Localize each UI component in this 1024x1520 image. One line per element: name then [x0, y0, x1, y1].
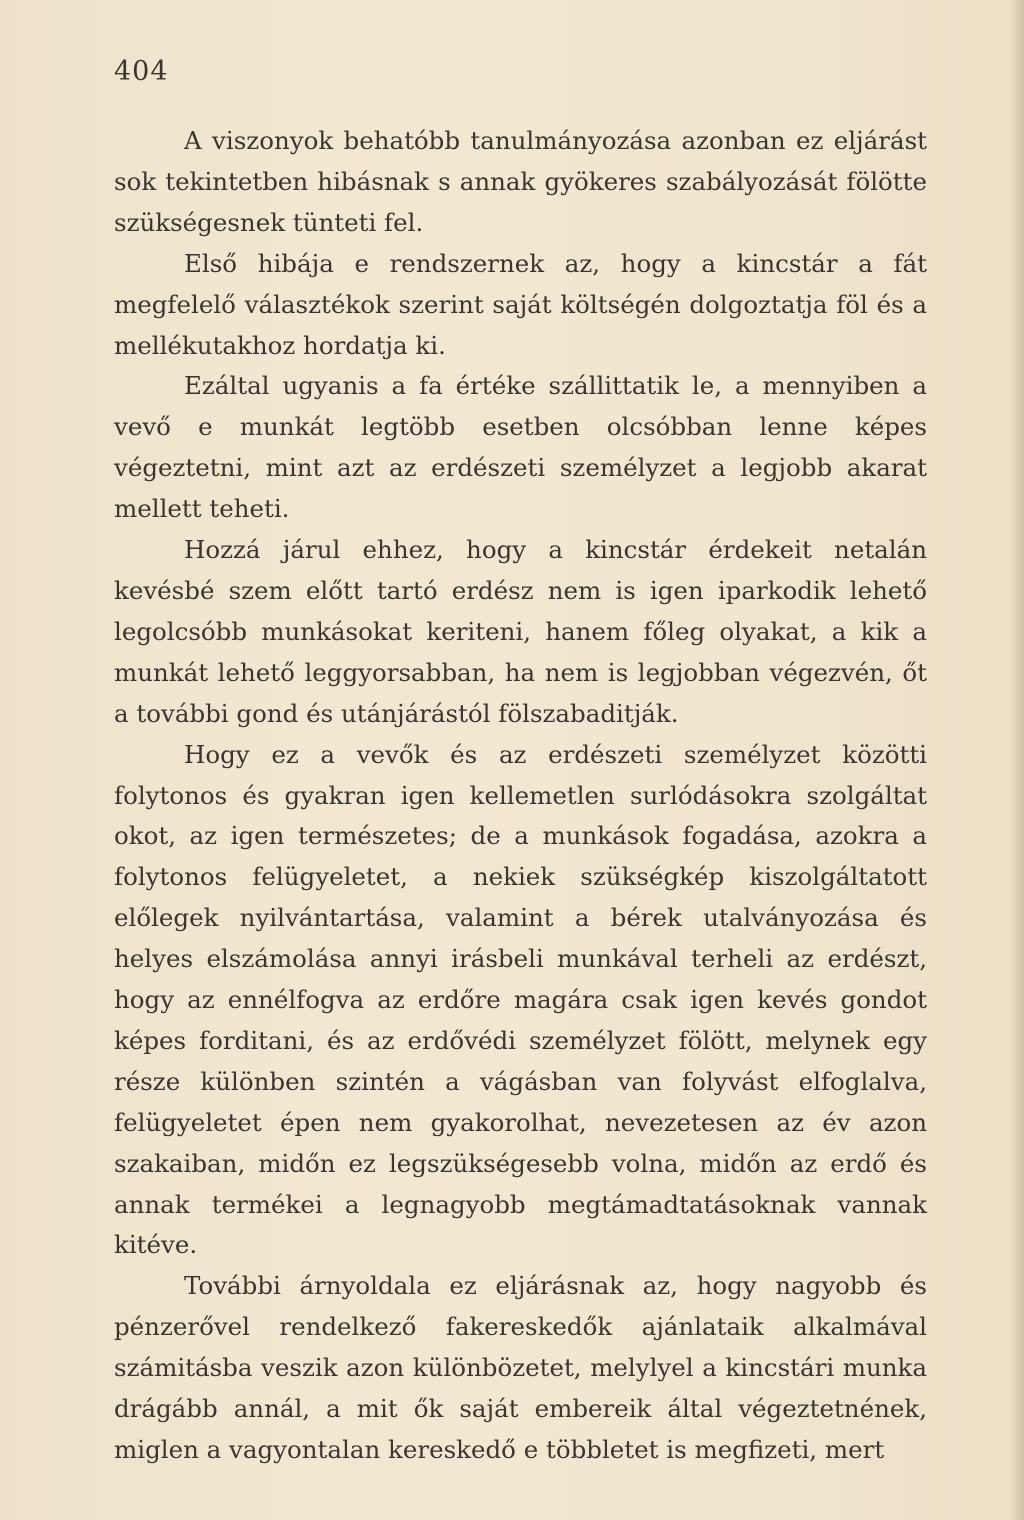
paragraph: Ezáltal ugyanis a fa értéke szállittatik le, a mennyiben a vevő e munkát legtöbb esetben olcsóbban lenne képes végeztetni, mint azt az erdészeti személyzet a legjobb akarat mellett teheti. [114, 371, 927, 524]
paragraph: További árnyoldala ez eljárásnak az, hogy nagyobb és pénzerővel rendelkező fakereskedők ajánlataik alkalmával számitásba veszik azon különbözetet, melylyel a kincstári munka drágább annál, a mit ők saját embereik által végeztetnének, miglen a vagyontalan kereskedő e többletet is megfizeti, mert [114, 1271, 927, 1464]
body-text [114, 121, 927, 1471]
page-edge-shadow [1010, 0, 1024, 1520]
paragraph: Hozzá járul ehhez, hogy a kincstár érdekeit netalán kevésbé szem előtt tartó erdész nem is igen iparkodik lehető legolcsóbb munkásokat keriteni, hanem főleg olyakat, a kik a munkát lehető leggyorsabban, ha nem is legjobban végezvén, őt a további gond és utánjárástól fölszabaditják. [114, 535, 927, 728]
paragraph: A viszonyok behatóbb tanulmányozása azonban ez eljárást sok tekintetben hibásnak s annak gyökeres szabályozását fölötte szükségesnek tünteti fel. [114, 126, 927, 237]
page-number: 404 [114, 56, 169, 87]
paragraph: Első hibája e rendszernek az, hogy a kincstár a fát megfelelő választékok szerint saját költségén dolgoztatja föl és a mellékutakhoz hordatja ki. [114, 248, 927, 360]
paragraph: Hogy ez a vevők és az erdészeti személyzet közötti folytonos és gyakran igen kellemetlen surlódásokra szolgáltat okot, az igen természetes; de a munkások fogadása, azokra a folytonos felügyeletet, a nekiek szükségkép kiszolgáltatott előlegek nyilvántartása, valamint a bérek utalványozása és helyes elszámolása annyi irásbeli munkával terheli az erdészt, hogy az ennélfogva az erdőre magára csak igen kevés gondot képes forditani, és az erdővédi személyzet fölött, melynek egy része különben szintén a vágásban van folyvást elfoglalva, felügyeletet épen nem gyakorolhat, nevezetesen az év azon szakaiban, midőn ez legszükségesebb volna, midőn az erdő és annak termékei a legnagyobb megtámadtatásoknak vannak kitéve. [114, 739, 927, 1260]
